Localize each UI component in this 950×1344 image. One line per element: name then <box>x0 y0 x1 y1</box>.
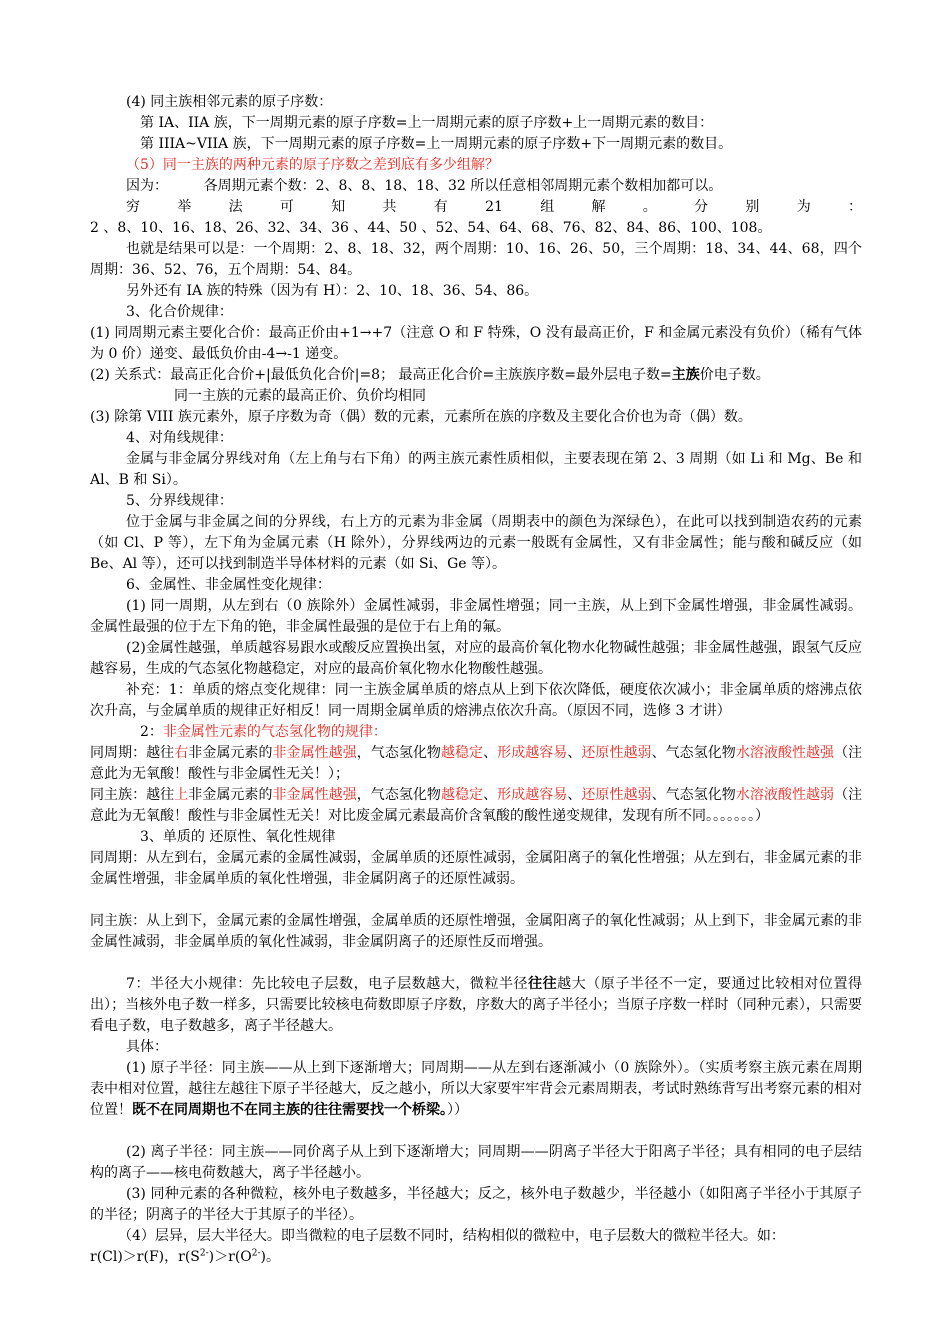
text-span: 还原性越弱 <box>581 787 652 803</box>
spacer <box>90 953 862 974</box>
word: 知 <box>331 199 346 215</box>
text-span: （注意此为无氧酸！酸性与非金属性无关！）； <box>90 745 863 782</box>
line-because: 因为： 各周期元素个数：2、8、8、18、18、32 所以任意相邻周期元素个数相加都可以。 <box>126 178 723 194</box>
line-exhaustive-method <box>90 197 862 218</box>
text-span: （注意此为无氧酸！酸性与非金属性无关！对比废金属元素最高价含氧酸的酸性递变规律，发现有所不同。。。。。。。） <box>90 787 863 824</box>
heading-metallic-rule: 6、金属性、非金属性变化规律： <box>126 577 331 593</box>
line-iiia-viia: 第 IIIA~VIIA 族，下一周期元素的原子序数=上一周期元素的原子序数+下一周期元素的数目。 <box>140 136 733 152</box>
word: 别 <box>745 199 760 215</box>
word: 21 <box>485 199 503 215</box>
text-span: 非金属性元素的气态氢化物的规律： <box>162 724 387 740</box>
text-span: )＞r(O <box>208 1249 252 1265</box>
text-span: 、 <box>567 787 582 803</box>
para-atomic-radius <box>90 1058 862 1121</box>
word: 。 <box>642 199 657 215</box>
para-supplement-1: 补充：1：单质的熔点变化规律：同一主族金属单质的熔点从上到下依次降低，硬度依次减小；非金属单质的熔沸点依次升高，与金属单质的规律正好相反！同一周期金属单质的熔沸点依次升高。（原因不同，选修 3 才讲） <box>90 682 862 719</box>
text-span: 非金属元素的 <box>188 787 273 803</box>
line-radius-example <box>90 1247 862 1268</box>
spacer <box>90 890 862 911</box>
text-span: 越大（原子半径不一定，要通过比较相对位置得出）；当核外电子数一样多，只需要比较核电荷数即原子序数，序数大的离子半径小；当原子序数一样时（同种元素），只需要看电子数，电子数越多，离子半径越大。 <box>90 976 863 1034</box>
text-span: 非金属性越强 <box>272 787 357 803</box>
para-redox-period: 同周期：从左到右，金属元素的金属性减弱，金属单质的还原性减弱，金属阳离子的氧化性增强；从左到右，非金属元素的非金属性增强，非金属单质的氧化性增强，非金属阴离子的还原性减弱。 <box>90 850 862 887</box>
line-ia-special: 另外还有 IA 族的特殊（因为有 H）：2、10、18、36、54、86。 <box>126 283 539 299</box>
para-valence-1: (1) 同周期元素主要化合价：最高正价由+1→+7（注意 O 和 F 特殊，O 没有最高正价，F 和金属元素没有负价）（稀有气体为 0 价）递变、最低负价由-4→-1 递变。 <box>90 325 862 362</box>
heading-redox-rule: 3、单质的 还原性、氧化性规律 <box>140 829 336 845</box>
text-span: 水溶液酸性越弱 <box>735 787 835 803</box>
line-result-periods: 也就是结果可以是：一个周期：2、8、18、32，两个周期：10、16、26、50，三个周期：18、34、44、68，四个周期：36、52、76，五个周期：54、84。 <box>90 241 862 278</box>
text-span: 越稳定 <box>440 745 484 761</box>
text-span: 还原性越弱 <box>581 745 652 761</box>
text-span: 既不在同周期也不在同主族的往往需要找一个桥梁。 <box>132 1102 447 1118</box>
text-span: 同周期：越往 <box>90 745 175 761</box>
text-span: )。 <box>260 1249 281 1265</box>
word: 为 <box>796 199 811 215</box>
para-redox-group: 同主族：从上到下，金属元素的金属性增强，金属单质的还原性增强，金属阳离子的氧化性减弱；从上到下，非金属元素的非金属性减弱，非金属单质的氧化性减弱，非金属阴离子的还原性反而增强。 <box>90 913 862 950</box>
superscript: 2- <box>199 1248 209 1259</box>
line-same-group-heading: (4) 同主族相邻元素的原子序数： <box>126 94 333 110</box>
text-span: 越稳定 <box>440 787 484 803</box>
text-span: 、 <box>567 745 582 761</box>
text-span: ）） <box>447 1102 468 1118</box>
word: 有 <box>433 199 448 215</box>
text-span: 水溶液酸性越强 <box>735 745 835 761</box>
spacer <box>90 1121 862 1142</box>
document-page <box>90 92 862 1268</box>
word: 法 <box>228 199 243 215</box>
text-span: 同主族：越往 <box>90 787 175 803</box>
text-span: ，气态氢化物 <box>356 745 441 761</box>
text-span: 、 <box>483 745 498 761</box>
word: ： <box>847 199 862 215</box>
para-hydride-group <box>90 785 862 827</box>
para-diagonal: 金属与非金属分界线对角（左上角与右下角）的两主族元素性质相似，主要表现在第 2、3 周期（如 Li 和 Mg、Be 和 Al、B 和 Si）。 <box>90 451 862 488</box>
text-span: 形成越容易 <box>497 745 568 761</box>
text-span: r(Cl)＞r(F)，r(S <box>90 1249 200 1265</box>
word: 举 <box>177 199 192 215</box>
text-span: 价电子数。 <box>699 367 770 383</box>
para-valence-2 <box>90 365 862 386</box>
word: 共 <box>382 199 397 215</box>
text-span: 右 <box>174 745 189 761</box>
line-question-5: （5）同一主族的两种元素的原子序数之差到底有多少组解？ <box>126 157 499 173</box>
heading-valence-rule: 3、化合价规律： <box>126 304 233 320</box>
heading-boundary-rule: 5、分界线规律： <box>126 493 233 509</box>
para-radius-rule <box>90 974 862 1037</box>
text-span: (2) 关系式：最高正化合价+|最低负化合价|=8； 最高正化合价=主族族序数=最外层电子数= <box>90 367 672 383</box>
text-span: 2： <box>140 724 163 740</box>
line-number-list: 2 、8、10、16、18、26、32、34、36 、44、50 、52、54、64、68、76、82、84、86、100、108。 <box>90 220 772 236</box>
heading-diagonal-rule: 4、对角线规律： <box>126 430 233 446</box>
para-ionic-radius: (2) 离子半径：同主族——同价离子从上到下逐渐增大；同周期——阴离子半径大于阳离子半径；具有相同的电子层结构的离子——核电荷数越大，离子半径越小。 <box>90 1144 862 1181</box>
word: 可 <box>279 199 294 215</box>
text-span: 7：半径大小规律：先比较电子层数，电子层数越大，微粒半径 <box>126 976 529 992</box>
para-boundary: 位于金属与非金属之间的分界线，右上方的元素为非金属（周期表中的颜色为深绿色），在此可以找到制造农药的元素（如 Cl、P 等），左下角为金属元素（H 除外），分界线两边的元素一般既有金属性，又有非金属性；能与酸和碱反应（如 Be、Al 等），还可以找到制造半导体材料的元素（如 Si、Ge 等）。 <box>90 514 862 572</box>
word: 穷 <box>126 199 140 215</box>
para-metallic-2: (2)金属性越强，单质越容易跟水或酸反应置换出氢，对应的最高价氧化物水化物碱性越强；非金属性越强，跟氢气反应越容易，生成的气态氢化物越稳定，对应的最高价氧化物水化物酸性越强。 <box>90 640 862 677</box>
text-span: 、气态氢化物 <box>651 745 736 761</box>
text-span: 非金属性越强 <box>272 745 357 761</box>
text-span: (1) 原子半径：同主族——从上到下逐渐增大；同周期——从左到右逐渐减小（0 族除外）。（实质考察主族元素在周期表中相对位置，越往左越往下原子半径越大，反之越小，所以大家要牢牢背会元素周期表，考试时熟练背写出考察元素的相对位置！ <box>90 1060 862 1118</box>
text-span: 、气态氢化物 <box>651 787 736 803</box>
word: 解 <box>591 199 606 215</box>
text-span: 非金属元素的 <box>188 745 273 761</box>
word: 组 <box>540 199 555 215</box>
text-span: 形成越容易 <box>497 787 568 803</box>
para-same-element-radius: (3) 同种元素的各种微粒，核外电子数越多，半径越大；反之，核外电子数越少，半径越小（如阳离子半径小于其原子的半径；阴离子的半径大于其原子的半径）。 <box>90 1186 862 1223</box>
word: 分 <box>694 199 709 215</box>
text-span: 、 <box>483 787 498 803</box>
superscript: 2- <box>251 1248 261 1259</box>
text-span: 上 <box>174 787 189 803</box>
text-span: 主族 <box>671 367 700 383</box>
para-hydride-period <box>90 743 862 785</box>
text-span: ，气态氢化物 <box>356 787 441 803</box>
line-ia-iia: 第 IA、IIA 族，下一周期元素的原子序数=上一周期元素的原子序数+上一周期元素的数目： <box>140 115 714 131</box>
text-span: 往往 <box>528 976 558 992</box>
para-valence-3: (3) 除第 VIII 族元素外，原子序数为奇（偶）数的元素，元素所在族的序数及主要化合价也为奇（偶）数。 <box>90 409 752 425</box>
heading-hydride-rule <box>90 722 862 743</box>
line-specifics: 具体： <box>126 1039 168 1055</box>
para-layer-radius: （4）层异，层大半径大。即当微粒的电子层数不同时，结构相似的微粒中，电子层数大的微粒半径大。如： <box>118 1228 785 1244</box>
line-same-group-valence: 同一主族的元素的最高正价、负价均相同 <box>174 388 426 404</box>
para-metallic-1: (1) 同一周期，从左到右（0 族除外）金属性减弱，非金属性增强；同一主族，从上到下金属性增强，非金属性减弱。金属性最强的位于左下角的铯，非金属性最强的是位于右上角的氟。 <box>90 598 862 635</box>
